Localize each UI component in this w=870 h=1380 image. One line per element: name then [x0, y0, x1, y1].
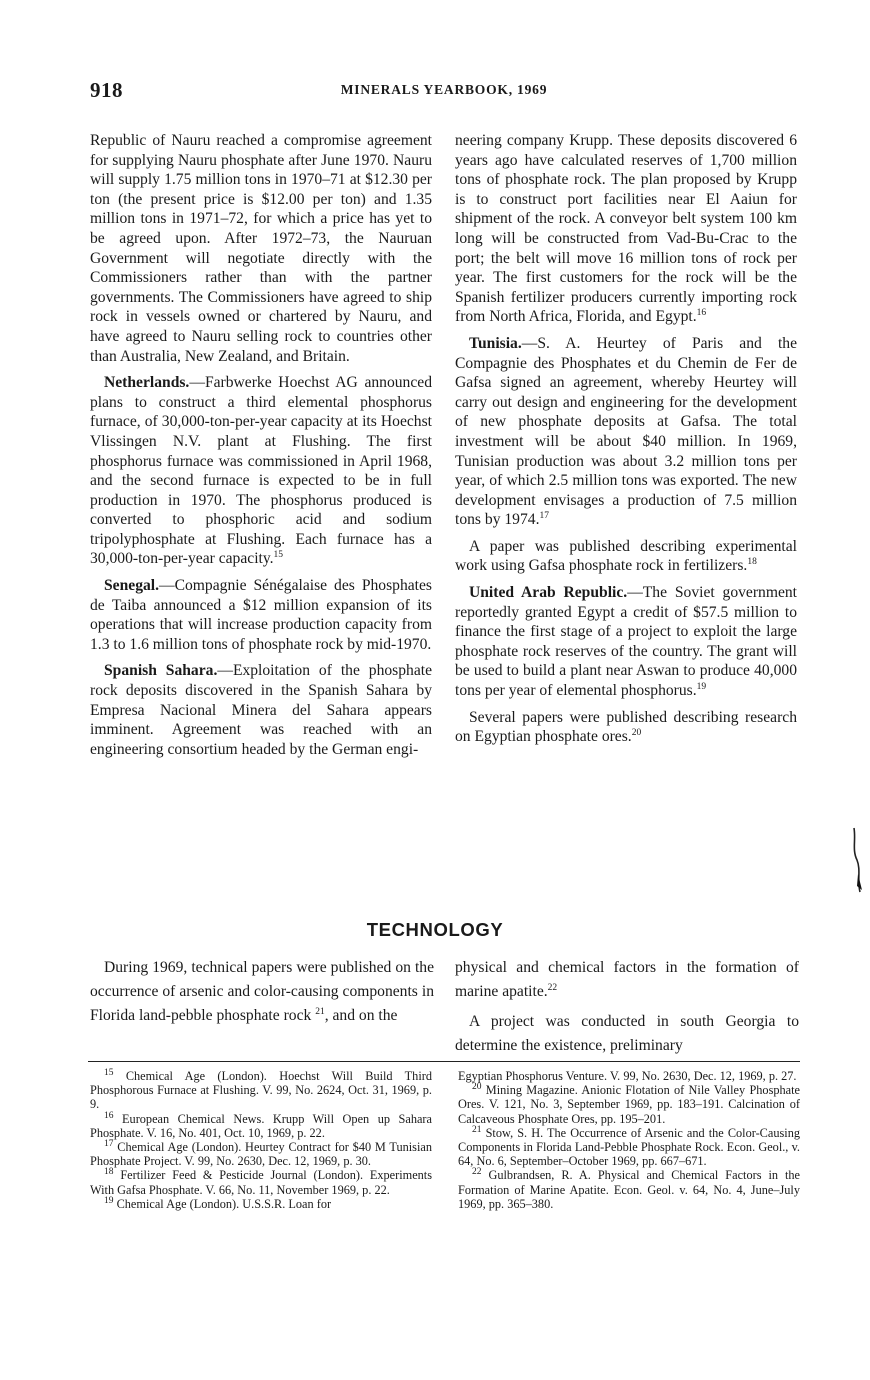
- krupp-paragraph: neering company Krupp. These deposits discovered 6 years ago have calculated reserves of 1,700 million tons of phosphate rock. The plan proposed by Krupp is to construct port facilities near El Aaiun for shipment of the rock. A conveyor belt system 100 km long will be constructed from Vad-Bu-Crac to the port; the belt will move 16 million tons of rock per year. The first customers for the rock will be the Spanish fertilizer producers currently importing rock from North Africa, Florida, and Egypt.$^{16}$: [455, 132, 797, 326]
- footnote-divider: [88, 1061, 800, 1062]
- footnote-ref: 19: [696, 681, 707, 692]
- footnote-20: $^{20}$ Mining Magazine. Anionic Flotation of Nile Valley Phosphate Ores. V. 121, No. 3, September 1969, pp. 183–191. Calcination of Calcaveous Phosphate Ores, pp. 195–201.: [458, 1082, 800, 1126]
- footnote-21: $^{21}$ Stow, S. H. The Occurrence of Arsenic and the Color-Causing Components in Florida Land-Pebble Phosphate Rock. Econ. Geol., v. 64, No. 6, September–October 1969, pp. 667–671.: [458, 1124, 800, 1169]
- right-column: [455, 131, 797, 754]
- nauru-paragraph: Republic of Nauru reached a compromise agreement for supplying Nauru phosphate after June 1970. Nauru will supply 1.75 million tons in 1970–71 at $12.30 per ton (the present price is $12.00 per ton) and 1.35 million tons in 1971–72, for which a price has yet to be agreed upon. After 1972–73, the Nauruan Government will negotiate directly with the Commissioners rather than with the partner governments. The Commissioners have agreed to ship rock in vessels owned or chartered by Nauru, and have agreed to Nauru selling rock to countries other than Australia, New Zealand, and Britain.: [90, 132, 432, 365]
- footnote-ref: 16: [696, 308, 707, 319]
- footnote-ref: 18: [747, 557, 757, 568]
- page-number: 918: [90, 78, 123, 102]
- egypt-papers-paragraph: Several papers were published describing research on Egyptian phosphate ores.$^{20}$: [455, 708, 797, 746]
- uar-paragraph: United Arab Republic.—The Soviet government reportedly granted Egypt a credit of $57.5 million to finance the first stage of a project to exploit the large phosphate rock reserves of the country. The grant will be used to build a plant near Aswan to produce 40,000 tons per year of elemental phosphorus.$^{19}$: [455, 584, 798, 700]
- footnote-ref: 17: [539, 511, 549, 522]
- spanish-sahara-heading: Spanish Sahara.: [104, 662, 218, 680]
- uar-heading: United Arab Republic.: [469, 584, 628, 602]
- footnote-16: $^{16}$ European Chemical News. Krupp Will Open up Sahara Phosphate. V. 16, No. 401, Oct. 10, 1969, p. 22.: [90, 1110, 432, 1140]
- technology-paragraph: During 1969, technical papers were published on the occurrence of arsenic and color-causing components in Florida land-pebble phosphate rock $^{21}$, and on the: [90, 959, 434, 1024]
- running-head: MINERALS YEARBOOK, 1969: [340, 82, 548, 97]
- technology-right-column: [455, 956, 799, 1064]
- margin-scan-mark: [846, 826, 868, 896]
- spanish-sahara-paragraph: Spanish Sahara.—Exploitation of the phosphate rock deposits discovered in the Spanish Sahara by Empresa Nacional Minera del Sahara appears imminent. Agreement was reached with an engineering consortium headed by the German engi-: [90, 662, 432, 758]
- tunisia-paragraph: Tunisia.—S. A. Heurtey of Paris and the Compagnie des Phosphates et du Chemin de Fer de Gafsa signed an agreement, whereby Heurtey will carry out design and engineering for the development of new phosphate deposits at Gafsa. The total investment will be about $40 million. In 1969, Tunisian production was about 3.2 million tons per year, of which 2.5 million tons was exported. The new development envisages a production of 7.5 million tons by 1974.17: [455, 334, 797, 529]
- footnote-ref: 21: [315, 1006, 325, 1017]
- footnote-22: $^{22}$ Gulbrandsen, R. A. Physical and Chemical Factors in the Formation of Marine Apatite. Econ. Geol. v. 64, No. 4, June–July 1969, pp. 365–380.: [458, 1167, 800, 1211]
- footnote-ref: 15: [273, 550, 284, 561]
- footnote-18: $^{18}$ Fertilizer Feed & Pesticide Journal (London). Experiments With Gafsa Phosphate. V. 66, No. 11, November 1969, p. 22.: [90, 1167, 433, 1197]
- senegal-heading: Senegal.: [104, 577, 160, 595]
- senegal-paragraph: Senegal.—Compagnie Sénégalaise des Phosphates de Taiba announced a $12 million expansion of its operations that will increase production capacity from 1.3 to 1.6 million tons of phosphate rock by mid-1970.: [90, 577, 432, 653]
- footnote-15: $^{15}$ Chemical Age (London). Hoechst Will Build Third Phosphorous Furnace at Flushing. V. 99, No. 2624, Oct. 31, 1969, p. 9.: [90, 1067, 432, 1112]
- georgia-paragraph: A project was conducted in south Georgia to determine the existence, preliminary: [455, 1013, 799, 1054]
- left-column: [90, 131, 432, 766]
- footnote-ref: 20: [631, 728, 642, 739]
- footnotes-left: [90, 1069, 432, 1211]
- footnote-19-continued: Egyptian Phosphorus Venture. V. 99, No. 2630, Dec. 12, 1969, p. 27.: [458, 1069, 797, 1083]
- footnote-17: $^{17}$ Chemical Age (London). Heurtey Contract for $40 M Tunisian Phosphate Project. V. 99, No. 2630, Dec. 12, 1969, p. 30.: [90, 1138, 432, 1169]
- technology-left-column: [90, 956, 434, 1034]
- page-header: [88, 78, 800, 108]
- footnotes-right: [458, 1069, 800, 1211]
- footnote-19: $^{19}$ Chemical Age (London). U.S.S.R. Loan for: [104, 1195, 332, 1211]
- netherlands-paragraph: Netherlands.—Farbwerke Hoechst AG announced plans to construct a third elemental phosphorus furnace, of 30,000-ton-per-year capacity at its Hoechst Vlissingen N.V. plant at Flushing. The first phosphorus furnace was commissioned in April 1968, and the second furnace is expected to be in full production in 1970. The phosphorus produced is converted to phosphoric acid and sodium tripolyphosphate at Flushing. Each furnace has a 30,000-ton-per-year capacity.$^{15}$: [90, 374, 432, 568]
- technology-paragraph: physical and chemical factors in the formation of marine apatite.$^{22}$: [455, 959, 799, 1000]
- section-title-technology: TECHNOLOGY: [366, 919, 504, 940]
- gafsa-paper-paragraph: A paper was published describing experimental work using Gafsa phosphate rock in fertilizers.$^{18}$: [455, 537, 797, 575]
- footnote-ref: 22: [547, 982, 558, 993]
- netherlands-heading: Netherlands.: [104, 374, 190, 392]
- tunisia-heading: Tunisia.: [469, 334, 522, 352]
